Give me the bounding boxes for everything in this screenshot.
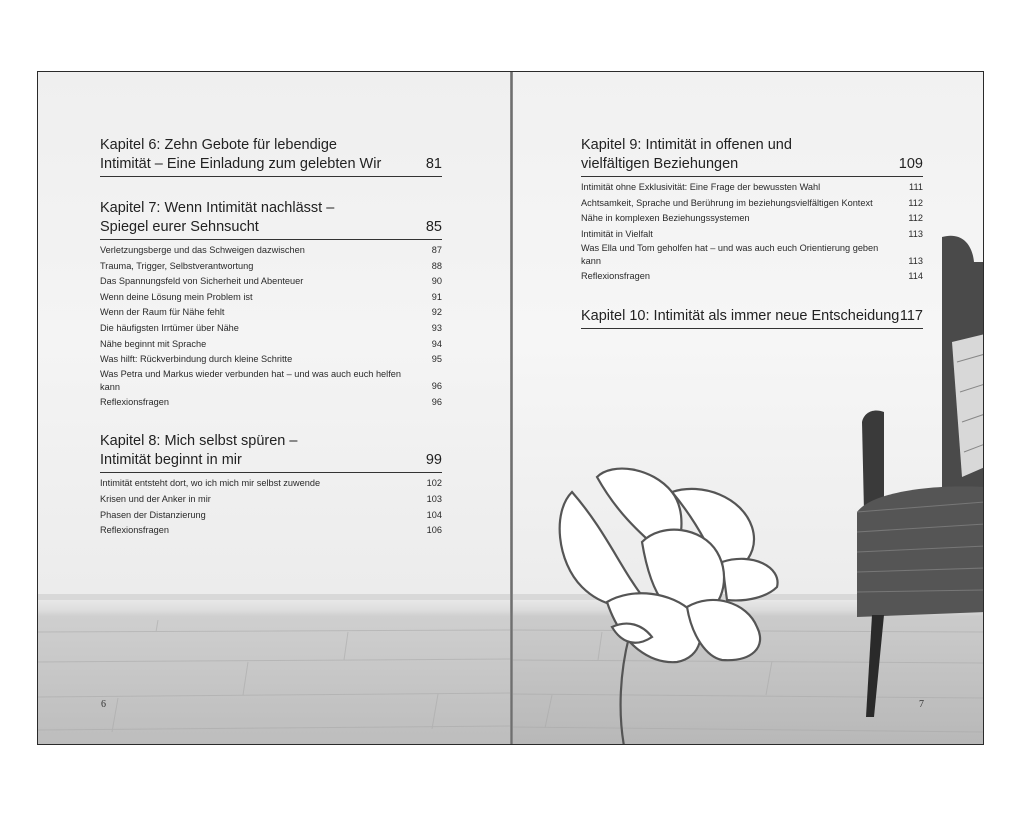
toc-entry (581, 211, 923, 227)
toc-entry (100, 290, 442, 306)
page-number-right: 7 (919, 699, 924, 710)
toc-entry (100, 508, 442, 524)
toc-entry-title: Was Petra und Markus wieder verbunden hat – und was auch euch helfen kann (100, 368, 401, 392)
toc-entry (100, 243, 442, 259)
chapter-title-line: Kapitel 10: Intimität als immer neue Entscheidung (581, 307, 900, 324)
chapter-page-number: 81 (425, 156, 442, 172)
chapter-block (581, 136, 923, 285)
chapter-title-line: Intimität – Eine Einladung zum gelebten Wir (100, 156, 382, 172)
page-number-left: 6 (101, 699, 106, 710)
toc-entry (100, 492, 442, 508)
toc-entry-title: Intimität in Vielfalt (581, 228, 653, 239)
chapter-entries (100, 476, 442, 538)
toc-entry-title: Achtsamkeit, Sprache und Berührung im beziehungsvielfältigen Kontext (581, 197, 873, 208)
toc-entry (100, 305, 442, 321)
toc-entry (581, 196, 923, 212)
toc-entry-title: Wenn der Raum für Nähe fehlt (100, 307, 225, 318)
toc-entry-page: 93 (431, 322, 442, 333)
toc-entry-page: 87 (431, 245, 442, 255)
toc-entry-title: Wenn deine Lösung mein Problem ist (100, 291, 253, 302)
toc-entry-title: Phasen der Distanzierung (100, 509, 206, 520)
chapter-page-number: 85 (425, 219, 442, 235)
toc-entry-title: Was Ella und Tom geholfen hat – und was auch euch Orientierung geben kann (581, 243, 879, 267)
toc-entry-page: 113 (908, 255, 923, 266)
toc-entry-page: 96 (431, 381, 442, 392)
toc-entry (100, 368, 442, 395)
chapter-page-number: 117 (899, 307, 923, 324)
toc-entry (581, 242, 923, 269)
chapter-block (100, 432, 442, 538)
toc-entry (581, 180, 923, 196)
chapter-title-line: Kapitel 9: Intimität in offenen und (581, 137, 792, 153)
chapter-heading (100, 136, 442, 177)
toc-entry-page: 112 (908, 197, 923, 208)
open-book-spread (37, 71, 984, 745)
toc-entry-title: Nähe in komplexen Beziehungssystemen (581, 213, 750, 224)
flower-illustration (560, 469, 778, 744)
toc-entry-page: 114 (908, 271, 923, 282)
chapter-heading (100, 432, 442, 473)
toc-entry-page: 88 (431, 260, 442, 271)
toc-entry (100, 321, 442, 337)
toc-entry-page: 111 (909, 182, 923, 192)
toc-entry-page: 113 (908, 228, 923, 239)
chapter-heading (581, 136, 923, 177)
chapter-block (100, 136, 442, 177)
chapter-title-line: Kapitel 8: Mich selbst spüren – (100, 433, 298, 450)
chapter-title-line: Kapitel 6: Zehn Gebote für lebendige (100, 137, 337, 153)
toc-entry-title: Trauma, Trigger, Selbstverantwortung (100, 260, 254, 271)
book-gutter (510, 72, 513, 744)
toc-entry (100, 523, 442, 539)
chapter-entries (581, 180, 923, 285)
toc-entry-title: Intimität entsteht dort, wo ich mich mir selbst zuwende (100, 478, 321, 489)
toc-entry-page: 112 (908, 213, 923, 224)
chapter-page-number: 99 (425, 452, 442, 469)
toc-entry (100, 352, 442, 368)
toc-entry-page: 91 (431, 291, 442, 302)
toc-entry (100, 274, 442, 290)
toc-entry-title: Was hilft: Rückverbindung durch kleine Schritte (100, 354, 293, 365)
toc-entry-page: 102 (426, 478, 442, 489)
toc-entry (581, 269, 923, 285)
chapter-block (100, 199, 442, 410)
chapter-title-line: Spiegel eurer Sehnsucht (100, 219, 259, 235)
chapter-heading (100, 199, 442, 240)
toc-entry-page: 94 (431, 338, 442, 349)
toc-entry-title: Krisen und der Anker in mir (100, 493, 211, 504)
toc-entry-title: Die häufigsten Irrtümer über Nähe (100, 322, 239, 333)
toc-entry-page: 95 (431, 354, 442, 365)
toc-left-column (100, 136, 442, 561)
chapter-title-line: Intimität beginnt in mir (100, 452, 242, 469)
toc-right-column (581, 136, 923, 351)
toc-entry-page: 106 (426, 525, 442, 536)
chapter-title-line: Kapitel 7: Wenn Intimität nachlässt – (100, 200, 335, 216)
toc-entry-page: 92 (431, 307, 442, 318)
chapter-block (581, 307, 923, 329)
chapter-entries (100, 243, 442, 410)
toc-entry (100, 395, 442, 411)
toc-entry-title: Reflexionsfragen (100, 525, 169, 536)
toc-entry-page: 96 (431, 396, 442, 407)
toc-entry (100, 337, 442, 353)
chapter-page-number: 109 (898, 156, 923, 172)
chapter-title-line: vielfältigen Beziehungen (581, 156, 739, 172)
toc-entry-page: 104 (426, 509, 442, 520)
toc-entry-title: Reflexionsfragen (100, 396, 169, 407)
toc-entry-title: Intimität ohne Exklusivität: Eine Frage der bewussten Wahl (581, 182, 821, 192)
toc-entry-title: Verletzungsberge und das Schweigen dazwischen (100, 245, 305, 255)
toc-entry-title: Reflexionsfragen (581, 271, 650, 282)
toc-entry (100, 259, 442, 275)
toc-entry-title: Nähe beginnt mit Sprache (100, 338, 207, 349)
toc-entry-title: Das Spannungsfeld von Sicherheit und Abenteuer (100, 276, 304, 287)
chapter-heading (581, 307, 923, 329)
toc-entry (581, 227, 923, 243)
toc-entry-page: 90 (431, 276, 442, 287)
toc-entry (100, 476, 442, 492)
toc-entry-page: 103 (426, 493, 442, 504)
